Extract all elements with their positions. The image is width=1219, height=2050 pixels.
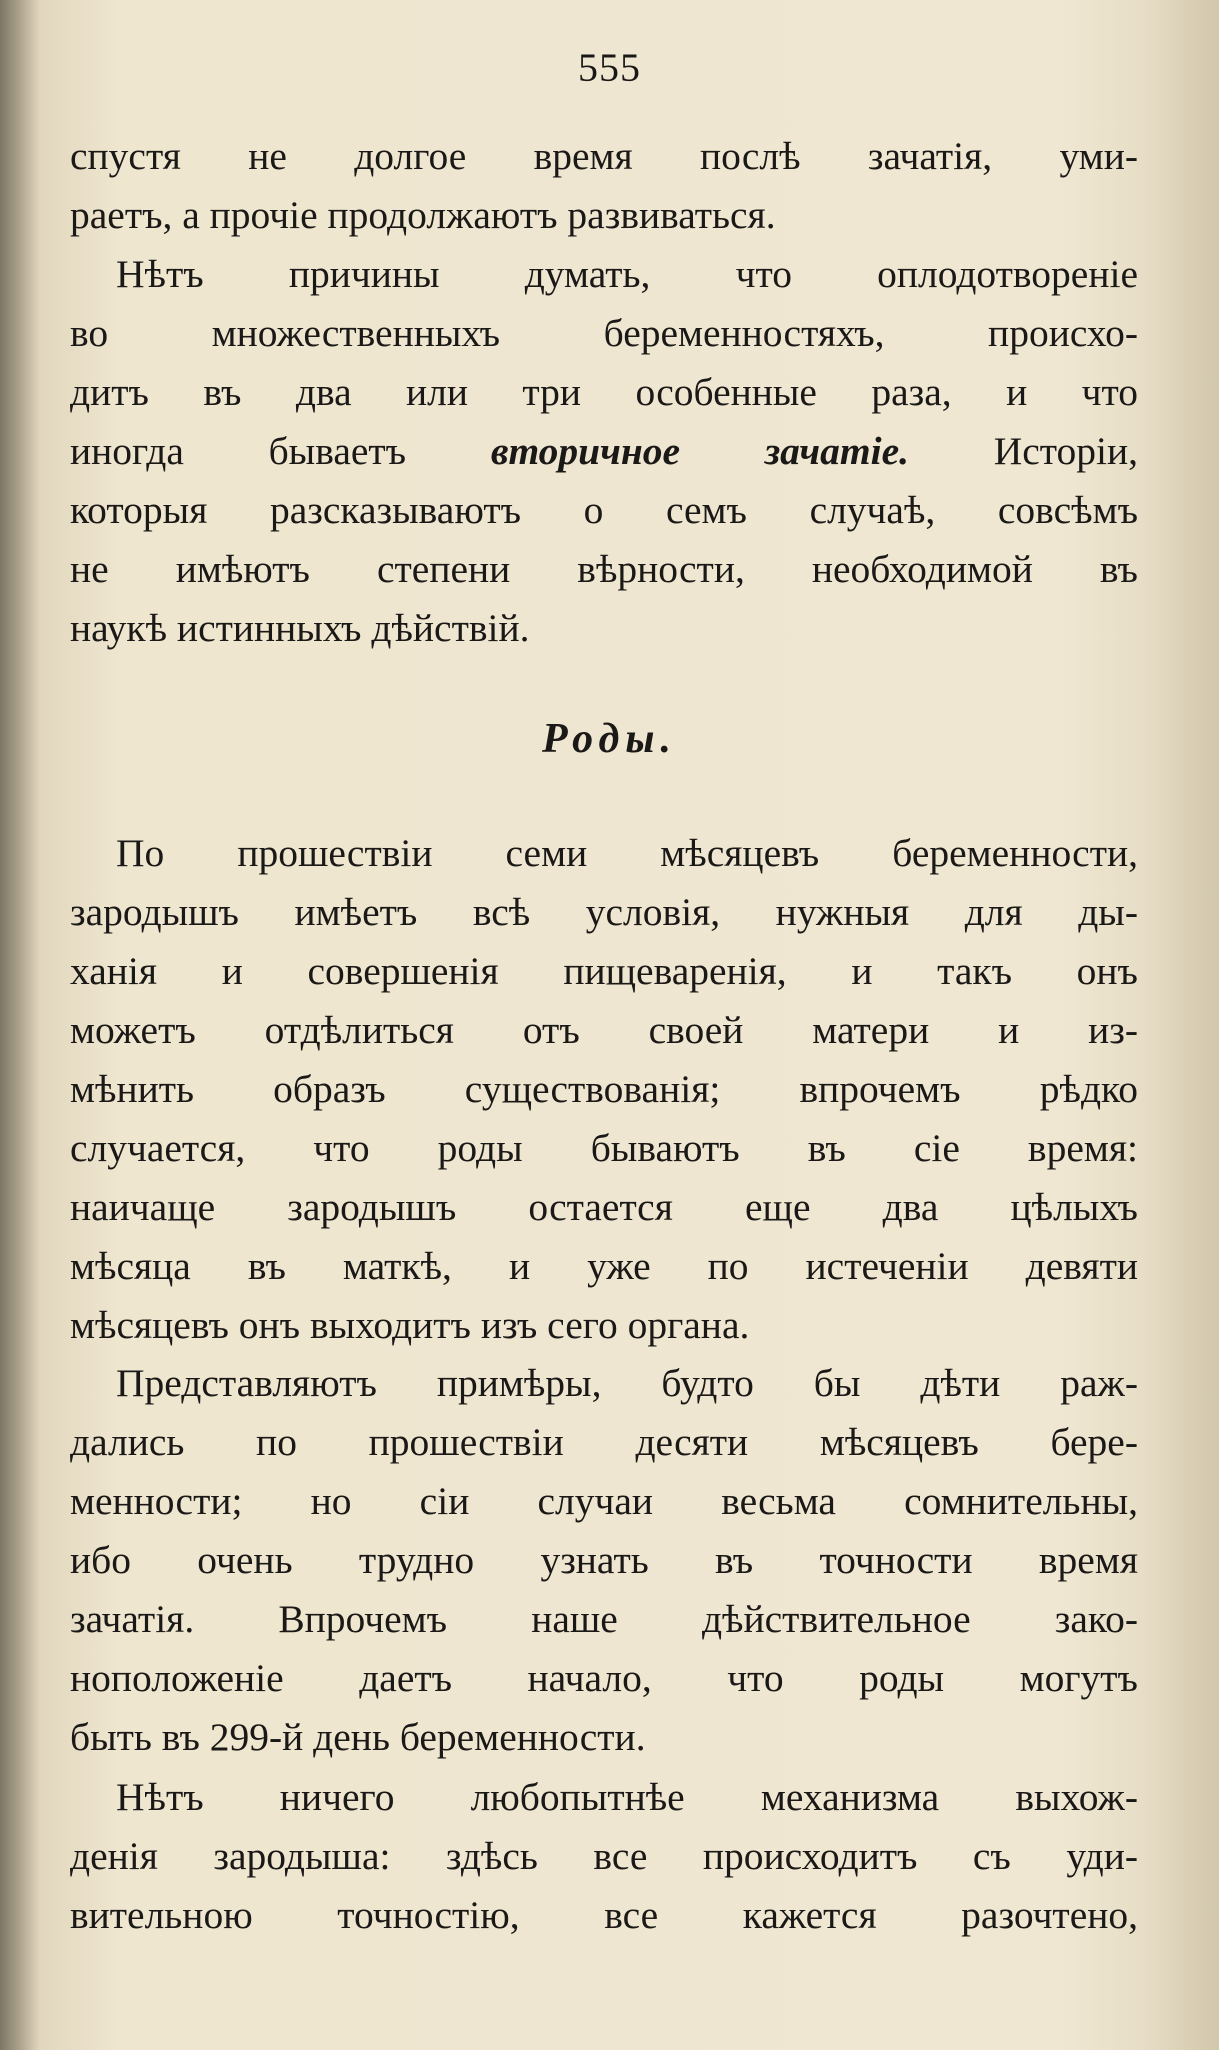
text-line: Представляютъ примѣры, будто бы дѣти раж- [116,1361,1138,1405]
text-line-mixed [70,422,1138,481]
italic-term: вторичное зачатіе. [490,429,910,473]
paragraph-birth [70,824,1138,1355]
text-line: мѣнить образъ существованія; впрочемъ рѣдко [70,1067,1138,1111]
text-line: ханія и совершенія пищеваренія, и такъ онъ [70,949,1138,993]
text-line: наичаще зародышъ остается еще два цѣлыхъ [70,1185,1138,1229]
text-line: во множественныхъ беременностяхъ, происхо- [70,311,1138,355]
text-line: мѣсяцевъ онъ выходитъ изъ сего органа. [70,1303,750,1347]
text-line: менности; но сіи случаи весьма сомнительны, [70,1479,1138,1523]
text-line: можетъ отдѣлиться отъ своей матери и из- [70,1008,1138,1052]
text-line: По прошествіи семи мѣсяцевъ беременности, [116,831,1138,875]
text-line: зачатія. Впрочемъ наше дѣйствительное зако- [70,1597,1138,1641]
page-number: 555 [578,45,641,90]
text-line: не имѣютъ степени вѣрности, необходимой въ [70,547,1138,591]
paragraph-continuation [70,127,1138,245]
text-line: зародышъ имѣетъ всѣ условія, нужныя для ды- [70,890,1138,934]
text-line: быть въ 299-й день беременности. [70,1715,646,1759]
text-line: денія зародыша: здѣсь все происходитъ съ уди- [70,1834,1138,1878]
text-segment: Исторіи, [909,429,1138,473]
paragraph-mechanism [70,1768,1138,1945]
text-line: ибо очень трудно узнать въ точности время [70,1538,1138,1582]
text-line: вительною точностію, все кажется разочтено, [70,1893,1138,1937]
paragraph-conception [70,245,1138,658]
text-line: случается, что роды бываютъ въ сіе время: [70,1126,1138,1170]
paragraph-examples [70,1354,1138,1767]
text-line: ноположеніе даетъ начало, что роды могутъ [70,1656,1138,1700]
text-line: мѣсяца въ маткѣ, и уже по истеченіи девяти [70,1244,1138,1288]
text-line: дались по прошествіи десяти мѣсяцевъ бере- [70,1420,1138,1464]
text-segment: иногда бываетъ [70,429,491,473]
text-line: спустя не долгое время послѣ зачатія, уми- [70,134,1138,178]
text-line: дитъ въ два или три особенные раза, и что [70,370,1138,414]
text-line: которыя разсказываютъ о семъ случаѣ, совсѣмъ [70,488,1138,532]
page-edge-shadow [1139,0,1219,2050]
text-line: Нѣтъ ничего любопытнѣе механизма выхож- [116,1775,1138,1819]
text-line: Нѣтъ причины думать, что оплодотвореніе [116,252,1138,296]
section-heading: Роды. [541,716,678,762]
text-line: наукѣ истинныхъ дѣйствій. [70,606,530,650]
text-line: раетъ, а прочіе продолжаютъ развиваться. [70,193,776,237]
